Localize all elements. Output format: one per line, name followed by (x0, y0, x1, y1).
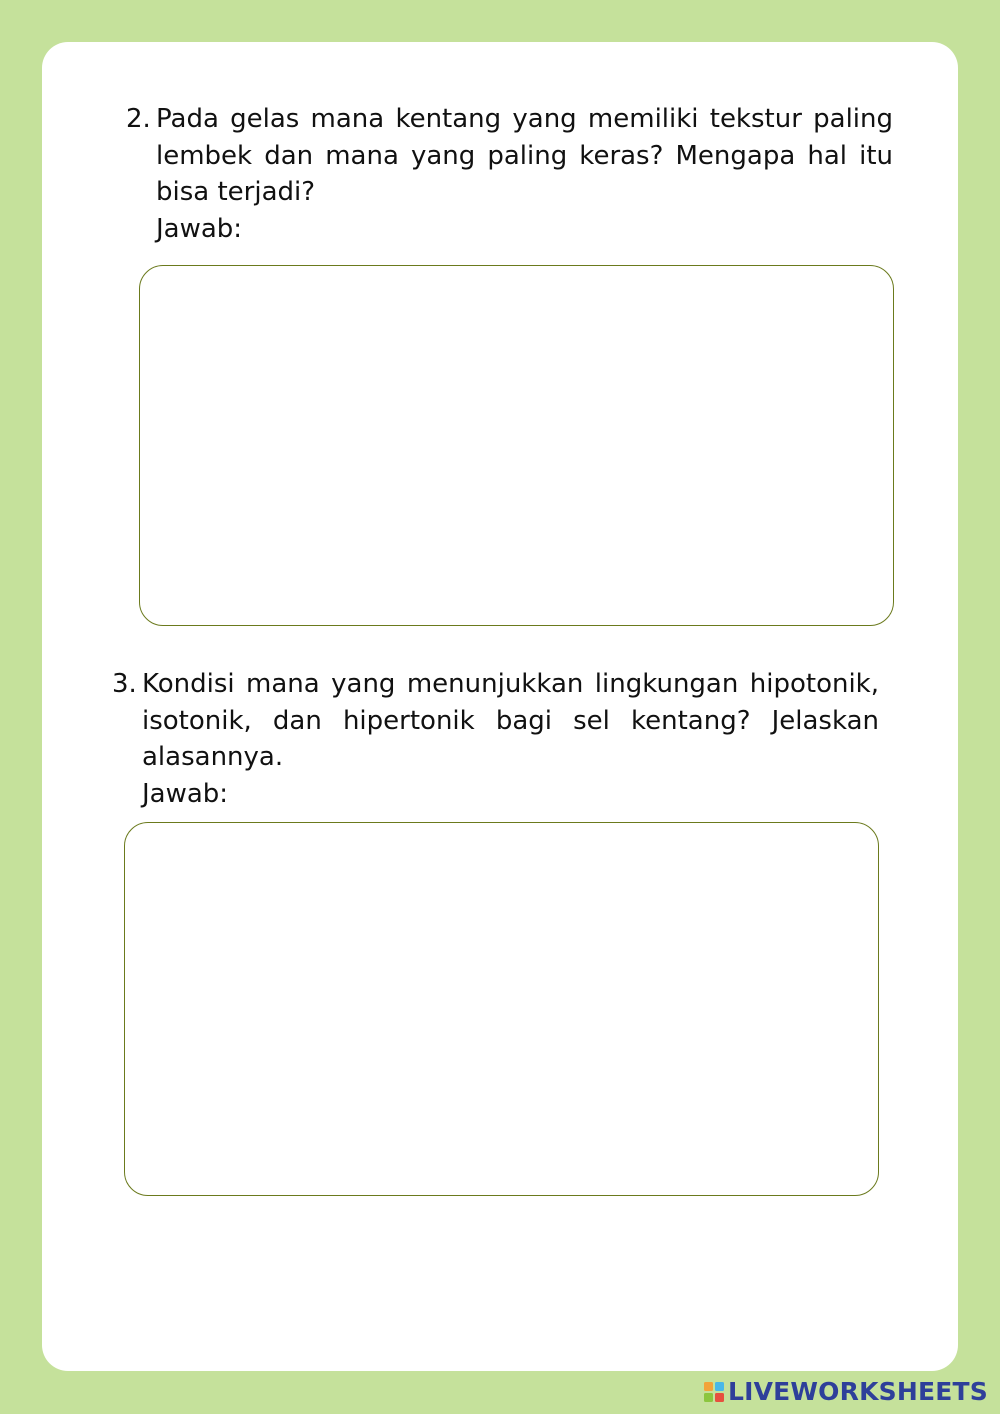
answer-box-2[interactable] (139, 265, 894, 626)
question-text: Pada gelas mana kentang yang memiliki tekstur paling lembek dan mana yang paling keras? Mengapa hal itu bisa terjadi? (156, 104, 893, 207)
question-3 (112, 666, 879, 812)
question-number: 3. (112, 669, 137, 699)
question-text: Kondisi mana yang menunjukkan lingkungan hipotonik, isotonik, dan hipertonik bagi sel kentang? Jelaskan alasannya. (142, 669, 879, 772)
liveworksheets-brand (704, 1377, 988, 1406)
answer-box-3[interactable] (124, 822, 879, 1196)
answer-prompt: Jawab: (142, 778, 229, 809)
answer-prompt: Jawab: (156, 213, 243, 244)
brand-name: LIVEWORKSHEETS (727, 1377, 988, 1406)
question-2 (126, 101, 893, 247)
logo-square-icon (715, 1382, 724, 1391)
logo-square-icon (704, 1393, 713, 1402)
logo-square-icon (704, 1382, 713, 1391)
logo-square-icon (715, 1393, 724, 1402)
question-number: 2. (126, 104, 151, 134)
liveworksheets-logo-icon (704, 1382, 724, 1402)
